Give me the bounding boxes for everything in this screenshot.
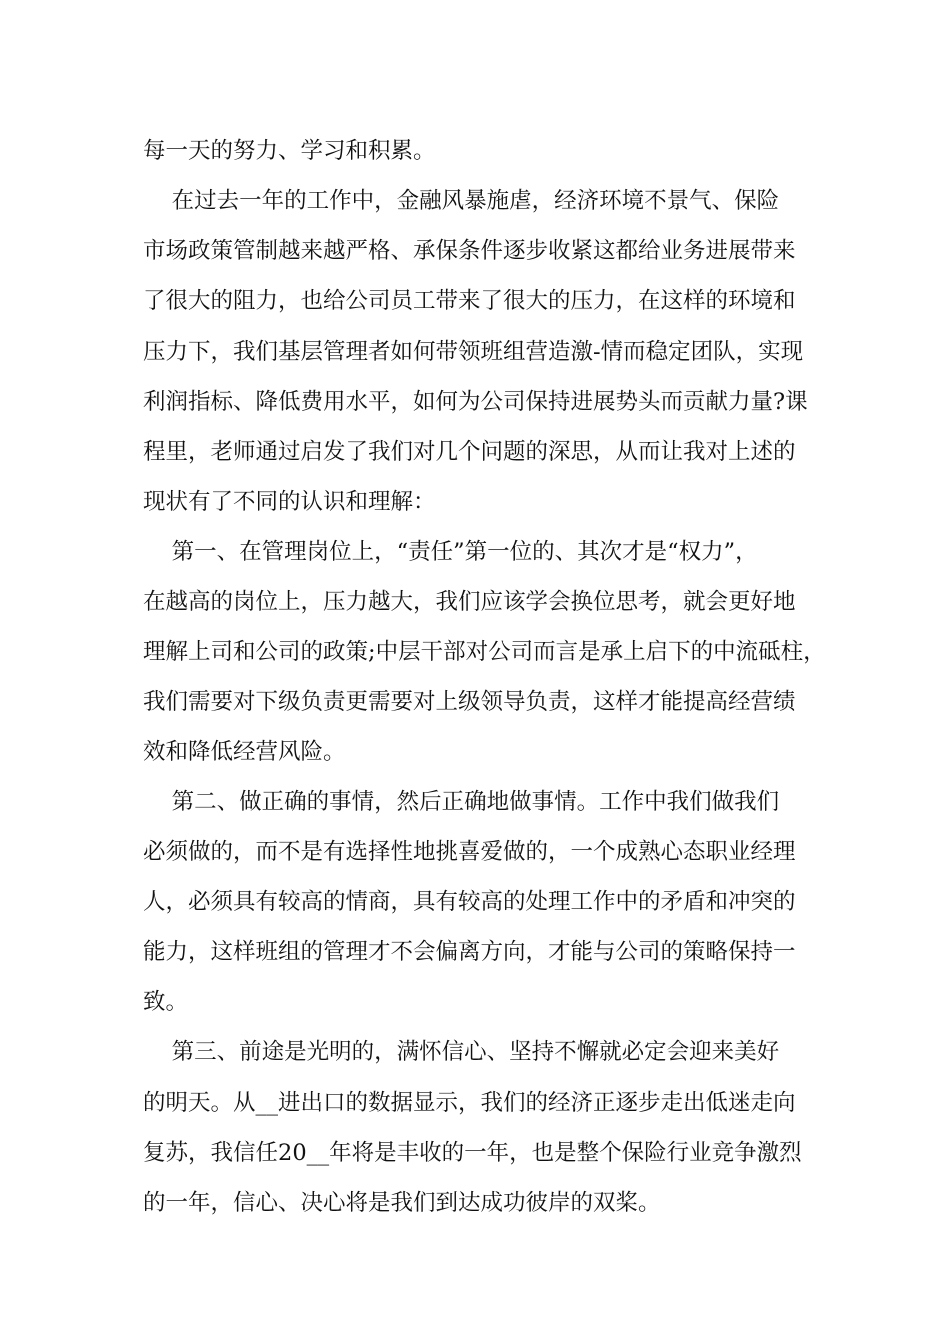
text-line: 利润指标、降低费用水平，如何为公司保持进展势头而贡献力量?课 xyxy=(143,389,808,415)
text-line: 我们需要对下级负责更需要对上级领导负责，这样才能提高经营绩 xyxy=(143,689,796,715)
text-line: 必须做的，而不是有选择性地挑喜爱做的，一个成熟心态职业经理 xyxy=(143,839,796,865)
text-line: 第二、做正确的事情，然后正确地做事情。工作中我们做我们 xyxy=(143,789,780,815)
text-line: 第三、前途是光明的，满怀信心、坚持不懈就必定会迎来美好 xyxy=(143,1039,780,1065)
text-line: 现状有了不同的认识和理解： xyxy=(143,489,436,515)
text-line: 复苏，我信任20__年将是丰收的一年，也是整个保险行业竞争激烈 xyxy=(143,1140,802,1166)
text-line: 在越高的岗位上，压力越大，我们应该学会换位思考，就会更好地 xyxy=(143,589,796,615)
text-line: 的明天。从__进出口的数据显示，我们的经济正逐步走出低迷走向 xyxy=(143,1090,796,1116)
text-line: 能力，这样班组的管理才不会偏离方向，才能与公司的策略保持一 xyxy=(143,939,796,965)
text-line: 每一天的努力、学习和积累。 xyxy=(143,138,436,164)
text-line: 程里，老师通过启发了我们对几个问题的深思，从而让我对上述的 xyxy=(143,439,796,465)
text-line: 致。 xyxy=(143,989,189,1015)
text-line: 在过去一年的工作中，金融风暴施虐，经济环境不景气、保险 xyxy=(143,188,780,214)
text-line: 人，必须具有较高的情商，具有较高的处理工作中的矛盾和冲突的 xyxy=(143,889,796,915)
text-line: 压力下，我们基层管理者如何带领班组营造激-情而稳定团队，实现 xyxy=(143,339,804,365)
text-line: 市场政策管制越来越严格、承保条件逐步收紧这都给业务进展带来 xyxy=(143,238,796,264)
text-line: 效和降低经营风险。 xyxy=(143,739,346,765)
text-line: 第一、在管理岗位上，“责任”第一位的、其次才是“权力”， xyxy=(143,539,758,565)
text-line: 了很大的阻力，也给公司员工带来了很大的压力，在这样的环境和 xyxy=(143,288,796,314)
text-line: 的一年，信心、决心将是我们到达成功彼岸的双桨。 xyxy=(143,1190,661,1216)
text-line: 理解上司和公司的政策;中层干部对公司而言是承上启下的中流砥柱， xyxy=(143,639,826,665)
